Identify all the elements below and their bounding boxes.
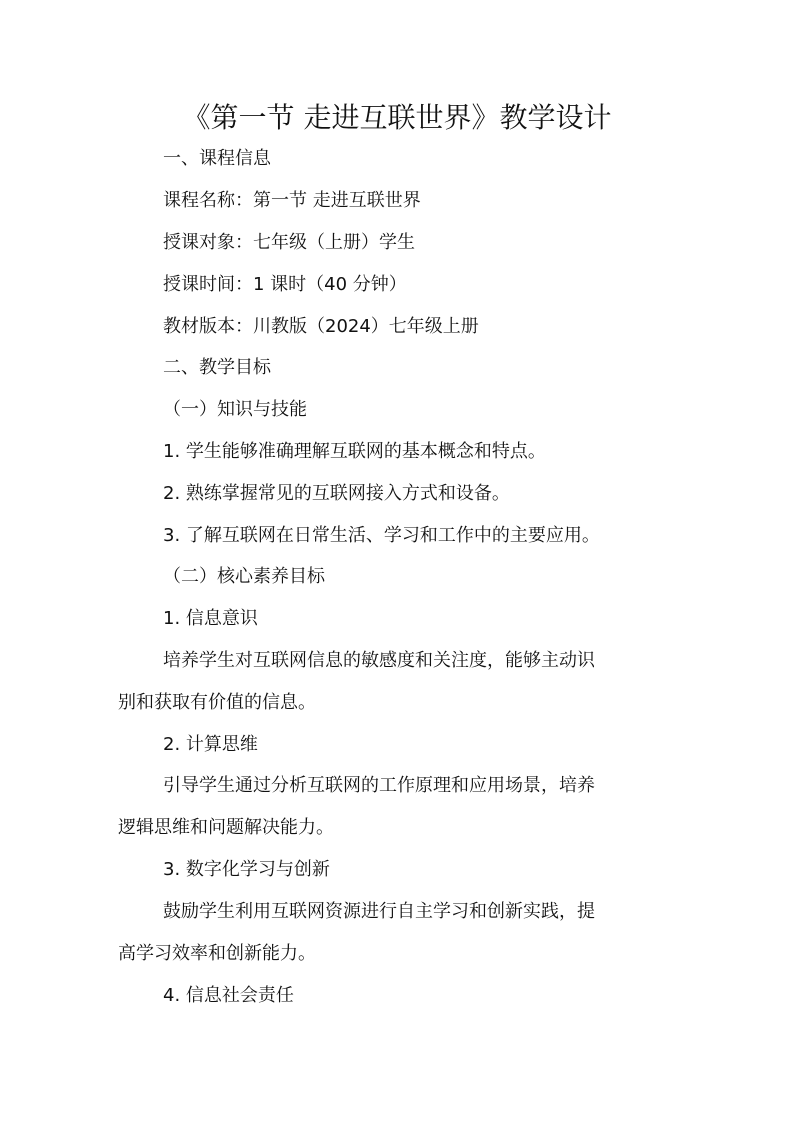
- core-item-3-text-line1: 鼓励学生利用互联网资源进行自主学习和创新实践，提: [163, 901, 595, 922]
- course-name: 课程名称：第一节 走进互联世界: [163, 190, 421, 211]
- course-textbook: 教材版本：川教版（2024）七年级上册: [163, 316, 479, 337]
- core-item-4-heading: 4. 信息社会责任: [163, 985, 294, 1006]
- knowledge-item-3: 3. 了解互联网在日常生活、学习和工作中的主要应用。: [163, 525, 600, 546]
- core-item-1-text-line2: 别和获取有价值的信息。: [118, 692, 316, 713]
- subsection-heading-knowledge: （一）知识与技能: [163, 399, 307, 420]
- core-item-1-text-line1: 培养学生对互联网信息的敏感度和关注度，能够主动识: [163, 650, 595, 671]
- core-item-3-text-line2: 高学习效率和创新能力。: [118, 943, 316, 964]
- core-item-2-text-line1: 引导学生通过分析互联网的工作原理和应用场景，培养: [163, 775, 595, 796]
- knowledge-item-1: 1. 学生能够准确理解互联网的基本概念和特点。: [163, 441, 546, 462]
- core-item-1-heading: 1. 信息意识: [163, 608, 258, 629]
- section-heading-objectives: 二、教学目标: [163, 357, 271, 378]
- course-audience: 授课对象：七年级（上册）学生: [163, 232, 415, 253]
- course-duration: 授课时间：1 课时（40 分钟）: [163, 274, 407, 295]
- core-item-2-heading: 2. 计算思维: [163, 734, 258, 755]
- subsection-heading-core: （二）核心素养目标: [163, 566, 325, 587]
- knowledge-item-2: 2. 熟练掌握常见的互联网接入方式和设备。: [163, 483, 510, 504]
- core-item-3-heading: 3. 数字化学习与创新: [163, 859, 330, 880]
- document-title: 《第一节 走进互联世界》教学设计: [182, 101, 612, 134]
- core-item-2-text-line2: 逻辑思维和问题解决能力。: [118, 817, 334, 838]
- section-heading-course-info: 一、课程信息: [163, 148, 271, 169]
